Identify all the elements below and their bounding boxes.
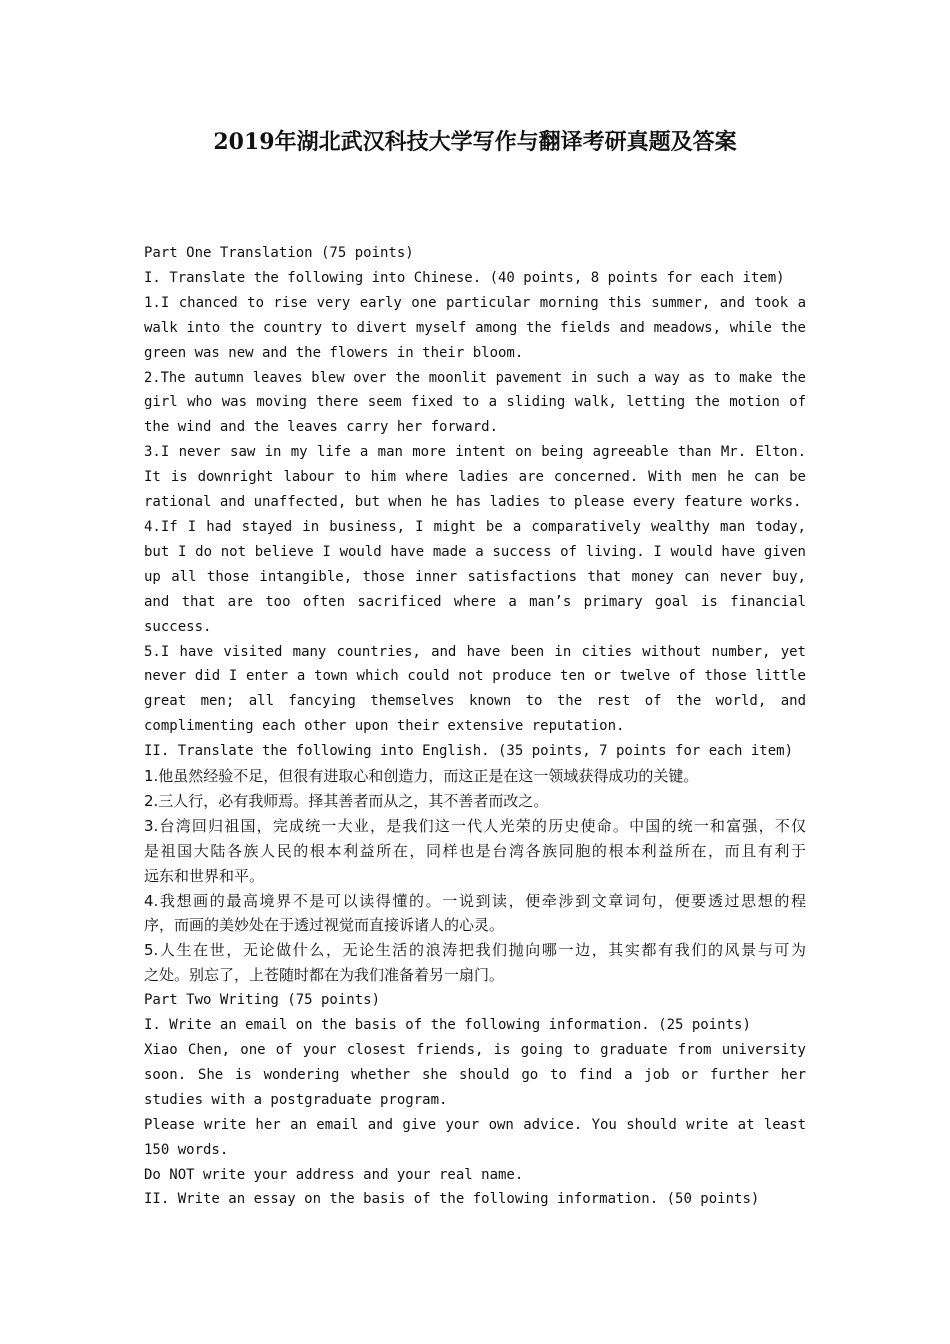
text-line: 2.The autumn leaves blew over the moonlit pavement in such a way as to make the (144, 369, 806, 386)
text-line: 1.I chanced to rise very early one particular morning this summer, and took a (144, 294, 806, 311)
text-line: green was new and the flowers in their bloom. (144, 344, 524, 361)
text-line: 2.三人行，必有我师焉。择其善者而从之，其不善者而改之。 (144, 791, 549, 810)
text-line: Please write her an email and give your own advice. You should write at least (144, 1116, 806, 1133)
text-line: 是祖国大陆各族人民的根本利益所在，同样也是台湾各族同胞的根本利益所在，而且有利于 (144, 841, 806, 860)
text-line: soon. She is wondering whether she should go to find a job or further her (144, 1066, 806, 1083)
text-line: 之处。别忘了，上苍随时都在为我们准备着另一扇门。 (144, 966, 505, 985)
text-line: and that are too often sacrificed where a man’s primary goal is financial (144, 593, 806, 610)
text-line: 3.I never saw in my life a man more intent on being agreeable than Mr. Elton. (144, 444, 806, 461)
text-line: great men; all fancying themselves known to the rest of the world, and (144, 693, 806, 710)
text-line: Part Two Writing (75 points) (144, 992, 381, 1009)
text-line: It is downright labour to him where ladies are concerned. With men he can be (144, 469, 806, 486)
text-line: studies with a postgraduate program. (144, 1091, 448, 1108)
text-line: rational and unaffected, but when he has ladies to please every feature works. (144, 494, 802, 511)
text-line: II. Translate the following into English. (35 points, 7 points for each item) (144, 743, 794, 760)
text-line: 5.人生在世，无论做什么，无论生活的浪涛把我们抛向哪一边，其实都有我们的风景与可为 (144, 941, 806, 960)
text-line: I. Translate the following into Chinese. (40 points, 8 points for each item) (144, 269, 785, 286)
text-line: 5.I have visited many countries, and have been in cities without number, yet (144, 643, 806, 660)
text-line: 4.我想画的最高境界不是可以读得懂的。一说到读，便牵涉到文章词句，便要透过思想的程 (144, 891, 806, 910)
text-line: 3.台湾回归祖国，完成统一大业，是我们这一代人光荣的历史使命。中国的统一和富强，不仅 (144, 816, 806, 835)
text-line: complimenting each other upon their extensive reputation. (144, 718, 625, 735)
document-body (144, 241, 806, 1212)
text-line: girl who was moving there seem fixed to a sliding walk, letting the motion of (144, 394, 806, 411)
text-line: 1.他虽然经验不足，但很有进取心和创造力，而这正是在这一领域获得成功的关键。 (144, 767, 699, 786)
text-line: walk into the country to divert myself among the fields and meadows, while the (144, 319, 806, 336)
text-line: Do NOT write your address and your real name. (144, 1166, 524, 1183)
text-line: 序，而画的美妙处在于透过视觉而直接诉诸人的心灵。 (144, 916, 505, 935)
text-line: 150 words. (144, 1141, 229, 1158)
text-line: 远东和世界和平。 (144, 866, 265, 885)
text-line: II. Write an essay on the basis of the following information. (50 points) (144, 1191, 760, 1208)
document-title: 2019年湖北武汉科技大学写作与翻译考研真题及答案 (213, 129, 737, 155)
text-line: Part One Translation (75 points) (144, 245, 414, 261)
text-line: up all those intangible, those inner satisfactions that money can never buy, (144, 568, 806, 585)
text-line: never did I enter a town which could not produce ten or twelve of those little (144, 668, 806, 685)
text-line: I. Write an email on the basis of the following information. (25 points) (144, 1017, 751, 1034)
text-line: but I do not believe I would have made a success of living. I would have given (144, 543, 806, 560)
text-line: success. (144, 618, 212, 635)
text-line: 4.If I had stayed in business, I might be a comparatively wealthy man today, (144, 518, 806, 535)
text-line: Xiao Chen, one of your closest friends, is going to graduate from university (144, 1042, 806, 1058)
text-line: the wind and the leaves carry her forward. (144, 419, 499, 436)
